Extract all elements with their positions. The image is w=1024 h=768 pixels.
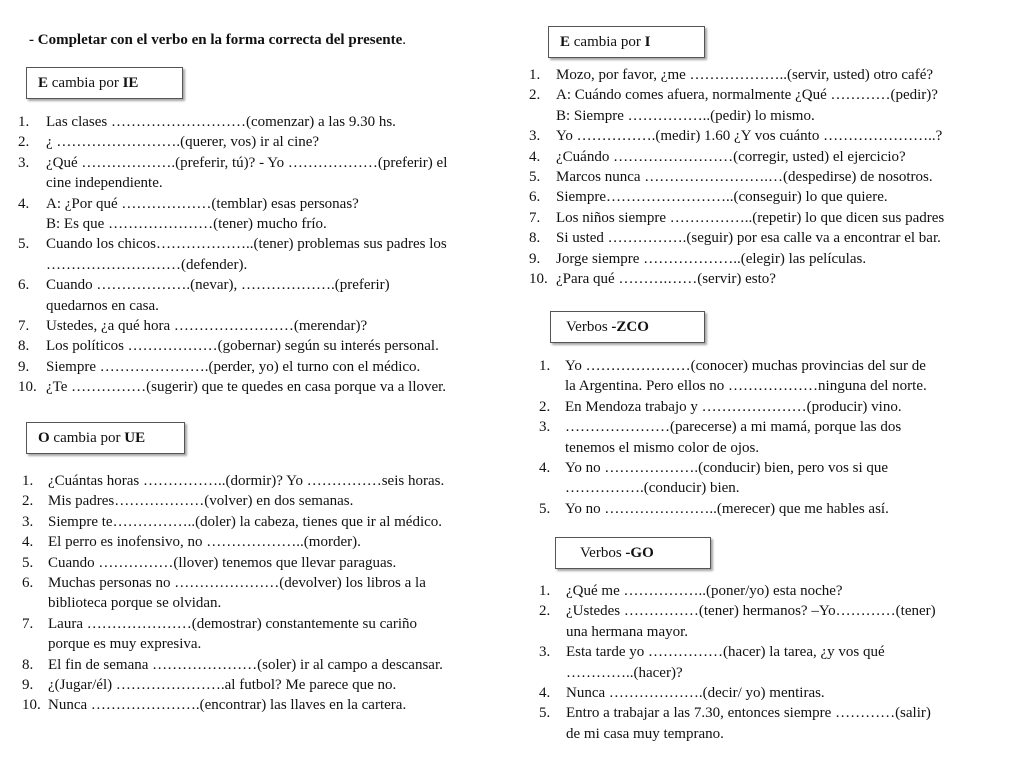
exercise-item xyxy=(18,316,518,336)
exercise-item xyxy=(539,601,1009,642)
exercise-text: Muchas personas no …………………(devolver) los libros a la xyxy=(48,575,426,592)
exercise-number: 1. xyxy=(22,473,34,489)
exercise-text: Entro a trabajar a las 7.30, entonces siempre …………(salir) xyxy=(566,705,931,722)
exercise-item xyxy=(18,234,518,275)
exercise-number: 5. xyxy=(539,705,551,722)
exercise-text: Nunca ……………….(decir/ yo) mentiras. xyxy=(566,685,825,702)
instruction-text: - Completar con el verbo en la forma correcta del presente xyxy=(29,32,403,48)
exercise-item xyxy=(22,675,522,695)
exercise-item xyxy=(539,499,1009,519)
list-go xyxy=(539,581,1009,744)
header-mid: Verbos xyxy=(566,319,612,335)
exercise-text: Laura …………………(demostrar) constantemente su cariño xyxy=(48,615,418,632)
exercise-number: 2. xyxy=(18,134,30,151)
exercise-number: 8. xyxy=(18,338,30,355)
exercise-number: 10. xyxy=(22,697,41,714)
exercise-number: 1. xyxy=(18,114,30,130)
exercise-item xyxy=(539,703,1009,744)
exercise-item xyxy=(529,167,1019,187)
exercise-text: Siempre ………………….(perder, yo) el turno con el médico. xyxy=(46,358,421,375)
exercise-item xyxy=(18,275,518,316)
exercise-item xyxy=(22,512,522,532)
exercise-number: 2. xyxy=(539,398,551,415)
exercise-item xyxy=(18,153,518,194)
list-e-ie xyxy=(18,112,518,398)
header-mid: cambia por xyxy=(48,75,123,91)
exercise-number: 9. xyxy=(22,677,34,694)
exercise-text-continuation: de mi casa muy temprano. xyxy=(566,725,724,742)
header-letter: E xyxy=(38,75,49,91)
exercise-item xyxy=(18,357,518,377)
exercise-text: Mozo, por favor, ¿me ………………..(servir, usted) otro café? xyxy=(556,67,934,83)
exercise-number: 5. xyxy=(18,236,30,253)
exercise-item xyxy=(22,553,522,573)
list-zco xyxy=(539,356,1009,519)
header-letter: IE xyxy=(122,75,139,91)
header-letter: -GO xyxy=(625,545,654,561)
exercise-number: 8. xyxy=(529,230,541,247)
exercise-text: El fin de semana …………………(soler) ir al campo a descansar. xyxy=(48,656,443,673)
exercise-text-continuation: una hermana mayor. xyxy=(566,623,689,640)
header-mid: Verbos xyxy=(580,545,626,561)
exercise-number: 2. xyxy=(539,603,551,620)
exercise-number: 3. xyxy=(529,128,541,145)
exercise-number: 3. xyxy=(539,644,551,661)
exercise-text: Siempre……………………..(conseguir) lo que quiere. xyxy=(556,189,888,206)
exercise-number: 8. xyxy=(22,656,34,673)
exercise-text: A: Cuándo comes afuera, normalmente ¿Qué …………(pedir)? xyxy=(556,87,938,104)
exercise-text-continuation: ………………………(defender). xyxy=(46,256,248,273)
header-o-ue xyxy=(26,422,185,454)
exercise-text-continuation: …………….(conducir) bien. xyxy=(565,480,740,497)
exercise-item xyxy=(22,471,522,491)
exercise-number: 4. xyxy=(529,148,541,165)
exercise-number: 4. xyxy=(22,534,34,551)
exercise-text: Jorge siempre ………………..(elegir) las películas. xyxy=(556,250,867,267)
exercise-text: Los políticos ………………(gobernar) según su interés personal. xyxy=(46,338,439,355)
header-e-ie xyxy=(26,67,183,99)
exercise-text: ¿Ustedes ……………(tener) hermanos? –Yo…………(tener) xyxy=(566,603,936,620)
exercise-item xyxy=(539,581,1009,601)
instruction-period: . xyxy=(402,32,406,48)
exercise-number: 4. xyxy=(18,195,30,212)
instruction xyxy=(29,30,406,50)
exercise-text: ¿(Jugar/él) ………………….al futbol? Me parece que no. xyxy=(48,677,397,694)
exercise-item xyxy=(529,208,1019,228)
exercise-number: 3. xyxy=(22,513,34,530)
header-mid: cambia por xyxy=(49,430,125,446)
exercise-number: 7. xyxy=(529,209,541,226)
exercise-number: 4. xyxy=(539,685,551,702)
exercise-number: 1. xyxy=(529,67,541,83)
exercise-number: 3. xyxy=(539,419,551,436)
exercise-text: Cuando ……………(llover) tenemos que llevar paraguas. xyxy=(48,554,397,571)
exercise-text: En Mendoza trabajo y …………………(producir) vino. xyxy=(565,398,902,415)
exercise-number: 9. xyxy=(529,250,541,267)
exercise-text-continuation: B: Siempre ……………..(pedir) lo mismo. xyxy=(556,107,815,124)
exercise-text: Yo …………….(medir) 1.60 ¿Y vos cuánto …………………..? xyxy=(556,128,943,145)
exercise-item xyxy=(529,85,1019,126)
header-go xyxy=(555,537,711,569)
exercise-text-continuation: …………..(hacer)? xyxy=(566,664,683,681)
exercise-item xyxy=(529,228,1019,248)
exercise-text: El perro es inofensivo, no ………………..(morder). xyxy=(48,534,361,551)
exercise-number: 5. xyxy=(529,169,541,186)
exercise-number: 6. xyxy=(22,575,34,592)
exercise-item xyxy=(22,532,522,552)
exercise-item xyxy=(539,356,1009,397)
exercise-text-continuation: tenemos el mismo color de ojos. xyxy=(565,439,760,456)
list-e-i xyxy=(529,65,1019,289)
exercise-text: Yo no …………………..(merecer) que me hables así. xyxy=(565,500,889,517)
exercise-text-continuation: porque es muy expresiva. xyxy=(48,636,202,653)
exercise-item xyxy=(529,269,1019,289)
exercise-number: 1. xyxy=(539,358,551,374)
exercise-item xyxy=(18,194,518,235)
exercise-number: 2. xyxy=(529,87,541,104)
exercise-text: ¿Qué ……………….(preferir, tú)? - Yo ………………(preferir) el xyxy=(46,154,448,171)
exercise-item xyxy=(529,126,1019,146)
exercise-item xyxy=(18,132,518,152)
exercise-item xyxy=(18,336,518,356)
exercise-text: Yo no ……………….(conducir) bien, pero vos si que xyxy=(565,460,889,477)
exercise-item xyxy=(529,249,1019,269)
exercise-text: Siempre te……………..(doler) la cabeza, tienes que ir al médico. xyxy=(48,513,443,530)
exercise-text: Los niños siempre ……………..(repetir) lo que dicen sus padres xyxy=(556,209,945,226)
exercise-number: 6. xyxy=(18,277,30,294)
exercise-text-continuation: quedarnos en casa. xyxy=(46,297,159,314)
exercise-number: 5. xyxy=(22,554,34,571)
exercise-text: Marcos nunca …………………….…(despedirse) de nosotros. xyxy=(556,169,933,186)
exercise-item xyxy=(22,491,522,511)
exercise-text: ¿Qué me ……………..(poner/yo) esta noche? xyxy=(566,583,843,599)
header-letter: E xyxy=(560,34,571,50)
exercise-text: Nunca ………………….(encontrar) las llaves en la cartera. xyxy=(48,697,407,714)
exercise-text: A: ¿Por qué ………………(temblar) esas personas? xyxy=(46,195,359,212)
exercise-text: ¿Te ……………(sugerir) que te quedes en casa porque va a llover. xyxy=(46,379,447,396)
exercise-text: Cuando los chicos………………..(tener) problemas sus padres los xyxy=(46,236,447,253)
exercise-text: Si usted …………….(seguir) por esa calle va a encontrar el bar. xyxy=(556,230,941,247)
exercise-text-continuation: biblioteca porque se olvidan. xyxy=(48,595,222,612)
exercise-text-continuation: la Argentina. Pero ellos no ………………ninguna del norte. xyxy=(565,378,927,395)
exercise-item xyxy=(18,377,518,397)
header-letter: UE xyxy=(124,430,146,446)
exercise-number: 1. xyxy=(539,583,551,599)
exercise-text: …………………(parecerse) a mi mamá, porque las dos xyxy=(565,419,902,436)
exercise-text: ¿Cuándo ……………………(corregir, usted) el ejercicio? xyxy=(556,148,906,165)
exercise-number: 7. xyxy=(22,615,34,632)
exercise-number: 5. xyxy=(539,500,551,517)
exercise-item xyxy=(529,187,1019,207)
exercise-text: ¿Cuántas horas ……………..(dormir)? Yo ……………seis horas. xyxy=(48,473,445,489)
exercise-text-continuation: cine independiente. xyxy=(46,175,163,192)
exercise-number: 3. xyxy=(18,154,30,171)
exercise-number: 9. xyxy=(18,358,30,375)
exercise-text: ¿ …………………….(querer, vos) ir al cine? xyxy=(46,134,320,151)
exercise-text-continuation: B: Es que …………………(tener) mucho frío. xyxy=(46,216,327,233)
header-letter: -ZCO xyxy=(611,319,649,335)
exercise-text: Yo …………………(conocer) muchas provincias del sur de xyxy=(565,358,926,374)
exercise-item xyxy=(18,112,518,132)
exercise-item xyxy=(22,573,522,614)
exercise-number: 10. xyxy=(18,379,37,396)
exercise-number: 4. xyxy=(539,460,551,477)
exercise-item xyxy=(529,147,1019,167)
exercise-item xyxy=(22,655,522,675)
exercise-item xyxy=(22,614,522,655)
exercise-item xyxy=(539,683,1009,703)
exercise-text: Las clases ………………………(comenzar) a las 9.30 hs. xyxy=(46,114,396,130)
exercise-text: ¿Para qué ……….……(servir) esto? xyxy=(556,271,776,288)
exercise-number: 6. xyxy=(529,189,541,206)
exercise-number: 7. xyxy=(18,318,30,335)
exercise-text: Esta tarde yo ……………(hacer) la tarea, ¿y vos qué xyxy=(566,644,885,661)
exercise-item xyxy=(529,65,1019,85)
exercise-text: Ustedes, ¿a qué hora ……………………(merendar)? xyxy=(46,318,368,335)
exercise-number: 10. xyxy=(529,271,548,288)
exercise-item xyxy=(539,417,1009,458)
header-zco xyxy=(550,311,705,343)
header-letter: O xyxy=(38,430,50,446)
exercise-text: Cuando ……………….(nevar), ……………….(preferir) xyxy=(46,277,390,294)
exercise-item xyxy=(539,458,1009,499)
exercise-item xyxy=(539,642,1009,683)
exercise-number: 2. xyxy=(22,493,34,510)
header-mid: cambia por xyxy=(570,34,645,50)
exercise-item xyxy=(539,397,1009,417)
list-o-ue xyxy=(22,471,522,716)
exercise-text: Mis padres………………(volver) en dos semanas. xyxy=(48,493,354,510)
header-e-i xyxy=(548,26,705,58)
header-letter: I xyxy=(644,34,651,50)
exercise-item xyxy=(22,695,522,715)
